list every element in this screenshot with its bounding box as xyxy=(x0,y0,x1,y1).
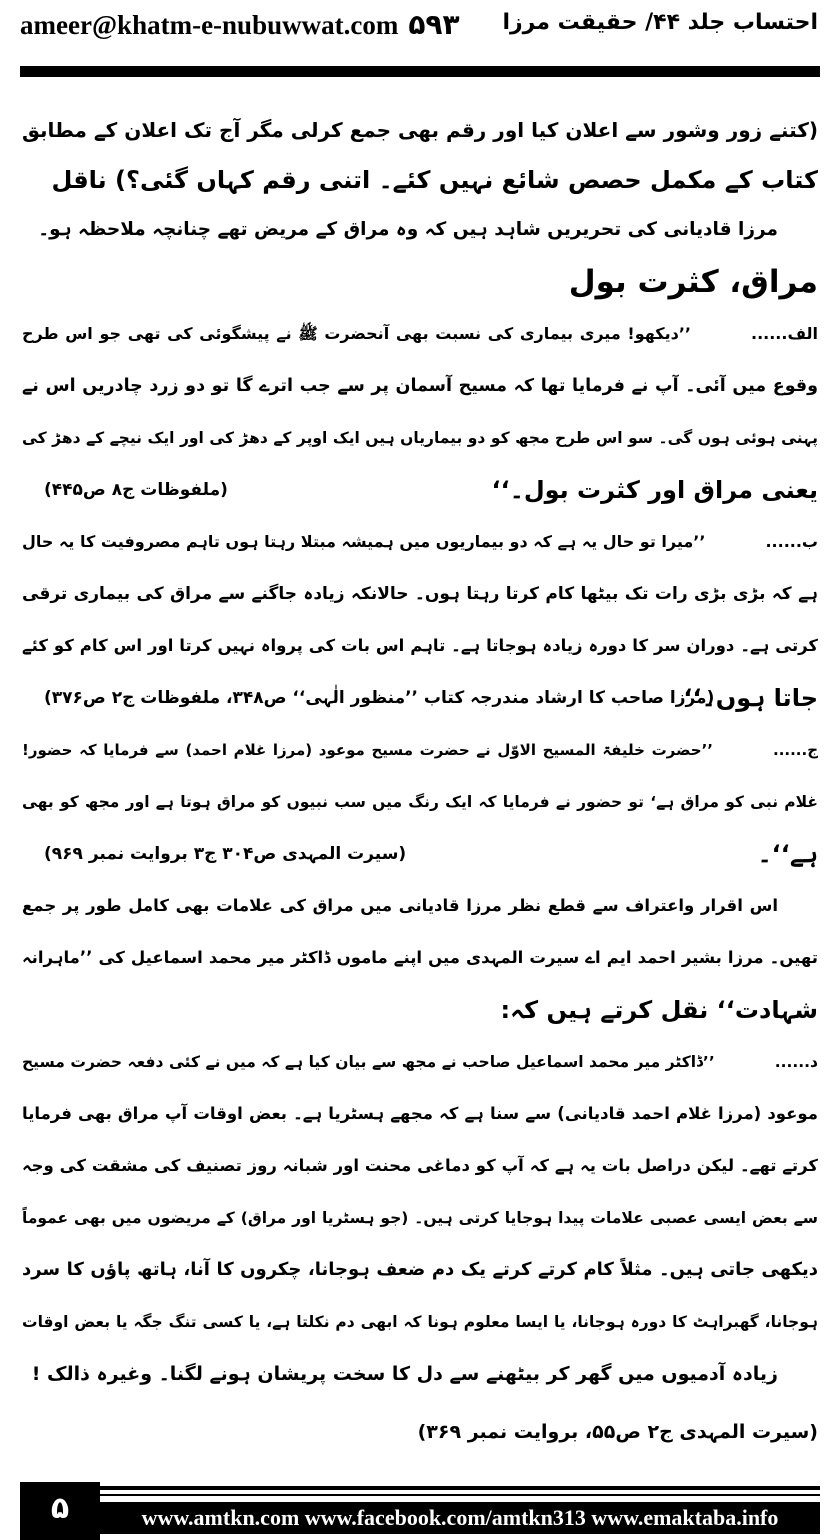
section-heading: مراق، کثرت بول xyxy=(568,264,818,300)
footer-rule xyxy=(100,1486,820,1490)
header-book-title: احتساب جلد ۴۴/ حقیقت مرزا xyxy=(502,10,818,35)
text-line: اس اقرار واعتراف سے قطع نظر مرزا قادیانی میں مراق کی علامات بھی کامل طور پر جمع xyxy=(22,896,778,915)
text-line: دیکھی جاتی ہیں۔ مثلاً کام کرتے کرتے یک دم ضعف ہوجانا، چکروں کا آنا، ہاتھ پاؤں کا سرد xyxy=(22,1259,818,1280)
text-line: ہے کہ بڑی بڑی رات تک بیٹھا کام کرتا رہتا ہوں۔ حالانکہ زیادہ جاگنے سے مراق کی بیماری ترقی xyxy=(22,584,818,604)
text-line: موعود (مرزا غلام احمد قادیانی) سے سنا ہے کہ مجھے ہسٹریا ہے۔ بعض اوقات آپ مراق بھی فرمایا xyxy=(22,1104,818,1123)
text-line: وقوع میں آئی۔ آپ نے فرمایا تھا کہ مسیح آسمان پر سے جب اترے گا تو دو زرد چادریں اس نے xyxy=(22,376,818,396)
footer-rule xyxy=(100,1494,820,1496)
text-line: ہوجانا، گھبراہٹ کا دورہ ہوجانا، یا ایسا معلوم ہونا کہ ابھی دم نکلتا ہے، یا کسی تنگ جگہ یا بعض اوقات xyxy=(22,1313,818,1331)
item-label: د...... xyxy=(774,1053,818,1071)
header-rule xyxy=(20,66,820,77)
footer-page-marker: ۵ xyxy=(20,1482,100,1540)
header-page-number: ۵۹۳ xyxy=(408,8,460,41)
item-label: ج...... xyxy=(773,741,818,759)
item-label: الف...... xyxy=(750,324,818,343)
text-line: شہادت‘‘ نقل کرتے ہیں کہ: xyxy=(500,996,818,1024)
text: ’’میرا تو حال یہ ہے کہ دو بیماریوں میں ہمیشہ مبتلا رہتا ہوں تاہم مصروفیت کا یہ حال xyxy=(22,532,706,551)
text: ’’حضرت خلیفۃ المسیح الاوّل نے حضرت مسیح موعود (مرزا غلام احمد) سے فرمایا کہ حضور! xyxy=(22,741,713,759)
header-email: ameer@khatm-e-nubuwwat.com xyxy=(20,10,399,40)
citation: (مرزا صاحب کا ارشاد مندرجہ کتاب ’’منظور الٰہی‘‘ ص۳۴۸، ملفوظات ج۲ ص۳۷۶) xyxy=(44,688,715,708)
text-line: (کتنے زور وشور سے اعلان کیا اور رقم بھی جمع کرلی مگر آج تک اعلان کے مطابق xyxy=(22,118,818,142)
text-line xyxy=(22,724,818,776)
item-label: ب...... xyxy=(765,532,818,551)
text: جاتا ہوں۔‘‘ xyxy=(683,684,818,712)
header-left xyxy=(20,8,460,41)
text-line: مرزا قادیانی کی تحریریں شاہد ہیں کہ وہ مراق کے مریض تھے چنانچہ ملاحظہ ہو۔ xyxy=(38,219,778,240)
text: ’’دیکھو! میری بیماری کی نسبت بھی آنحضرت ﷺ نے پیشگوئی کی تھی جو اس طرح xyxy=(22,324,691,343)
text-line: غلام نبی کو مراق ہے‘ تو حضور نے فرمایا کہ ایک رنگ میں سب نبیوں کو مراق ہوتا ہے اور مجھ کو بھی xyxy=(22,793,818,811)
text-line: کرتے تھے۔ لیکن دراصل بات یہ ہے کہ آپ کو دماغی محنت اور شبانہ روز تصنیف کی مشقت کی وجہ xyxy=(22,1156,818,1175)
text-line: پہنی ہوئی ہوں گی۔ سو اس طرح مجھ کو دو بیماریاں ہیں ایک اوپر کے دھڑ کی اور ایک نیچے کے دھڑ کی xyxy=(22,429,818,447)
footer-links: www.amtkn.com www.facebook.com/amtkn313 www.emaktaba.info xyxy=(100,1502,820,1534)
text: ہے‘‘۔ xyxy=(757,840,818,868)
text-line xyxy=(22,464,818,516)
text-line xyxy=(22,516,818,568)
text-line xyxy=(22,828,818,880)
text-line: کتاب کے مکمل حصص شائع نہیں کئے۔ اتنی رقم کہاں گئی؟) ناقل xyxy=(51,166,818,194)
text-line xyxy=(22,672,818,724)
citation: (سیرت المہدی ص۳۰۴ ج۳ بروایت نمبر ۹۶۹) xyxy=(44,844,407,864)
text: یعنی مراق اور کثرت بول۔‘‘ xyxy=(491,476,818,504)
text-line: سے بعض ایسی عصبی علامات پیدا ہوجایا کرتی ہیں۔ (جو ہسٹریا اور مراق) کے مریضوں میں بھی عموماً xyxy=(22,1209,818,1227)
citation: (سیرت المہدی ج۲ ص۵۵، بروایت نمبر ۳۶۹) xyxy=(417,1421,818,1443)
text-line xyxy=(22,1036,818,1088)
text-line: کرتی ہے۔ دوران سر کا دورہ زیادہ ہوجاتا ہے۔ تاہم اس بات کی پرواہ نہیں کرتا اور اس کام کو کئے xyxy=(22,636,818,655)
citation: (ملفوظات ج۸ ص۴۴۵) xyxy=(44,480,228,500)
text: ’’ڈاکٹر میر محمد اسماعیل صاحب نے مجھ سے بیان کیا ہے کہ میں نے کئی دفعہ حضرت مسیح xyxy=(22,1053,715,1071)
text-line: زیادہ آدمیوں میں گھر کر بیٹھنے سے دل کا سخت پریشان ہونے لگنا۔ وغیرہ ذالک ! xyxy=(31,1363,778,1385)
text-line: تھیں۔ مرزا بشیر احمد ایم اے سیرت المہدی میں اپنے ماموں ڈاکٹر میر محمد اسماعیل کی ’’ماہرانہ xyxy=(22,948,818,967)
text-line xyxy=(22,308,818,360)
